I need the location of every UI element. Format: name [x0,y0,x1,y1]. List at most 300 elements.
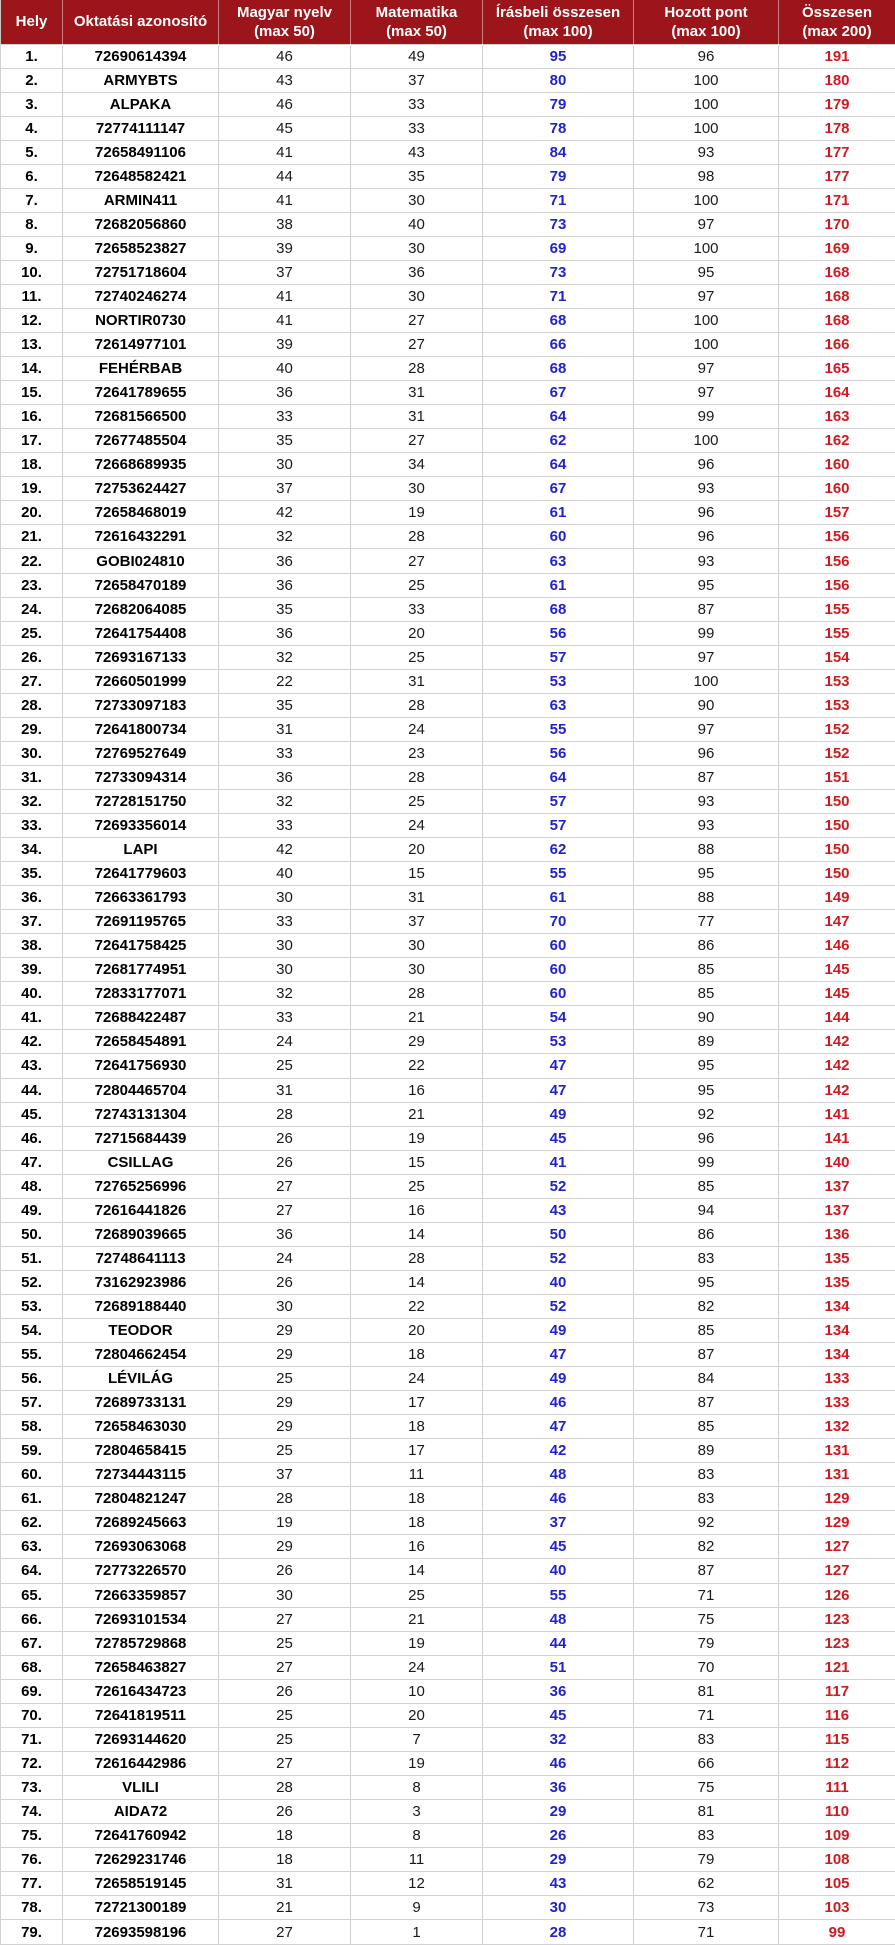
cell-id: 72682064085 [63,597,219,621]
cell-matematika: 35 [351,164,483,188]
cell-irasbeli: 51 [483,1655,634,1679]
table-row [1,1006,895,1030]
table-row [1,1102,895,1126]
cell-id: 72769527649 [63,741,219,765]
cell-id: 72693356014 [63,814,219,838]
cell-hozott: 85 [634,1174,779,1198]
cell-rank: 30. [1,741,63,765]
table-row [1,1343,895,1367]
cell-magyar: 25 [219,1367,351,1391]
cell-id: 72693063068 [63,1535,219,1559]
cell-id: 72765256996 [63,1174,219,1198]
cell-hozott: 99 [634,405,779,429]
cell-rank: 66. [1,1607,63,1631]
cell-osszesen: 177 [779,164,895,188]
cell-hozott: 95 [634,1054,779,1078]
cell-irasbeli: 71 [483,284,634,308]
cell-matematika: 22 [351,1294,483,1318]
table-row [1,1463,895,1487]
cell-rank: 77. [1,1872,63,1896]
column-title: Hozott pont [664,3,748,21]
column-header-hely [1,0,63,44]
table-row [1,645,895,669]
cell-rank: 11. [1,284,63,308]
cell-magyar: 30 [219,453,351,477]
table-row [1,669,895,693]
cell-hozott: 84 [634,1367,779,1391]
cell-osszesen: 116 [779,1703,895,1727]
cell-hozott: 90 [634,693,779,717]
cell-id: 72641758425 [63,934,219,958]
table-row [1,573,895,597]
cell-matematika: 27 [351,333,483,357]
cell-osszesen: 123 [779,1631,895,1655]
cell-magyar: 31 [219,717,351,741]
cell-rank: 12. [1,309,63,333]
table-row [1,284,895,308]
cell-matematika: 28 [351,765,483,789]
cell-matematika: 20 [351,1318,483,1342]
cell-hozott: 100 [634,188,779,212]
cell-irasbeli: 95 [483,44,634,68]
cell-hozott: 95 [634,1270,779,1294]
cell-hozott: 85 [634,1318,779,1342]
cell-irasbeli: 49 [483,1102,634,1126]
cell-osszesen: 126 [779,1583,895,1607]
cell-magyar: 45 [219,116,351,140]
column-header-matematika [351,0,483,44]
table-row [1,910,895,934]
cell-rank: 10. [1,260,63,284]
cell-irasbeli: 48 [483,1607,634,1631]
table-row [1,164,895,188]
cell-hozott: 96 [634,501,779,525]
cell-matematika: 17 [351,1439,483,1463]
cell-id: 72804821247 [63,1487,219,1511]
cell-rank: 48. [1,1174,63,1198]
cell-hozott: 92 [634,1511,779,1535]
cell-osszesen: 160 [779,453,895,477]
cell-hozott: 95 [634,260,779,284]
cell-rank: 33. [1,814,63,838]
cell-osszesen: 180 [779,68,895,92]
cell-osszesen: 179 [779,92,895,116]
cell-matematika: 20 [351,1703,483,1727]
cell-irasbeli: 47 [483,1054,634,1078]
cell-irasbeli: 47 [483,1415,634,1439]
cell-matematika: 11 [351,1463,483,1487]
cell-magyar: 33 [219,814,351,838]
cell-magyar: 29 [219,1343,351,1367]
cell-hozott: 100 [634,68,779,92]
table-header [1,0,895,44]
cell-id: 72773226570 [63,1559,219,1583]
cell-rank: 46. [1,1126,63,1150]
cell-id: 72734443115 [63,1463,219,1487]
table-row [1,309,895,333]
cell-rank: 32. [1,789,63,813]
column-title: Összesen [801,3,873,21]
table-row [1,140,895,164]
cell-magyar: 44 [219,164,351,188]
cell-id: 72658470189 [63,573,219,597]
table-row [1,44,895,68]
cell-hozott: 94 [634,1198,779,1222]
cell-osszesen: 147 [779,910,895,934]
cell-rank: 64. [1,1559,63,1583]
cell-rank: 69. [1,1679,63,1703]
cell-irasbeli: 29 [483,1848,634,1872]
cell-magyar: 32 [219,789,351,813]
cell-hozott: 100 [634,236,779,260]
cell-matematika: 25 [351,645,483,669]
cell-magyar: 35 [219,597,351,621]
cell-irasbeli: 43 [483,1872,634,1896]
table-row [1,1030,895,1054]
table-row [1,429,895,453]
cell-rank: 53. [1,1294,63,1318]
cell-magyar: 35 [219,693,351,717]
cell-osszesen: 129 [779,1487,895,1511]
cell-rank: 26. [1,645,63,669]
table-row [1,68,895,92]
cell-magyar: 36 [219,573,351,597]
cell-irasbeli: 30 [483,1896,634,1920]
cell-matematika: 25 [351,573,483,597]
cell-magyar: 29 [219,1391,351,1415]
cell-osszesen: 99 [779,1920,895,1945]
table-row [1,765,895,789]
cell-irasbeli: 84 [483,140,634,164]
cell-irasbeli: 60 [483,934,634,958]
cell-magyar: 39 [219,236,351,260]
table-row [1,1848,895,1872]
cell-osszesen: 156 [779,525,895,549]
table-row [1,1222,895,1246]
cell-id: 72689733131 [63,1391,219,1415]
cell-hozott: 87 [634,1343,779,1367]
cell-irasbeli: 68 [483,357,634,381]
cell-hozott: 71 [634,1583,779,1607]
cell-osszesen: 145 [779,982,895,1006]
cell-irasbeli: 70 [483,910,634,934]
cell-matematika: 1 [351,1920,483,1945]
cell-id: 72648582421 [63,164,219,188]
cell-rank: 58. [1,1415,63,1439]
cell-magyar: 32 [219,525,351,549]
cell-id: 72641819511 [63,1703,219,1727]
cell-hozott: 88 [634,838,779,862]
cell-rank: 49. [1,1198,63,1222]
cell-matematika: 14 [351,1222,483,1246]
cell-osszesen: 127 [779,1535,895,1559]
cell-magyar: 33 [219,1006,351,1030]
cell-osszesen: 111 [779,1775,895,1799]
table-row [1,212,895,236]
table-row [1,357,895,381]
cell-irasbeli: 45 [483,1535,634,1559]
cell-matematika: 28 [351,693,483,717]
cell-matematika: 31 [351,405,483,429]
cell-matematika: 40 [351,212,483,236]
cell-rank: 63. [1,1535,63,1559]
cell-hozott: 97 [634,717,779,741]
column-header-magyar-nyelv [219,0,351,44]
cell-osszesen: 169 [779,236,895,260]
cell-matematika: 9 [351,1896,483,1920]
table-row [1,236,895,260]
cell-matematika: 22 [351,1054,483,1078]
cell-hozott: 71 [634,1920,779,1945]
cell-id: 72748641113 [63,1246,219,1270]
cell-magyar: 27 [219,1920,351,1945]
cell-id: 72743131304 [63,1102,219,1126]
cell-rank: 21. [1,525,63,549]
cell-hozott: 87 [634,597,779,621]
cell-irasbeli: 61 [483,573,634,597]
cell-rank: 61. [1,1487,63,1511]
table-row [1,1174,895,1198]
cell-matematika: 29 [351,1030,483,1054]
cell-id: LAPI [63,838,219,862]
table-row [1,1078,895,1102]
cell-irasbeli: 46 [483,1751,634,1775]
cell-osszesen: 177 [779,140,895,164]
cell-id: 72785729868 [63,1631,219,1655]
cell-hozott: 93 [634,814,779,838]
cell-matematika: 31 [351,669,483,693]
cell-hozott: 88 [634,886,779,910]
cell-magyar: 40 [219,357,351,381]
cell-irasbeli: 79 [483,164,634,188]
cell-osszesen: 134 [779,1343,895,1367]
cell-irasbeli: 63 [483,693,634,717]
cell-magyar: 36 [219,1222,351,1246]
cell-hozott: 83 [634,1727,779,1751]
cell-rank: 37. [1,910,63,934]
cell-osszesen: 131 [779,1439,895,1463]
column-max: (max 100) [671,22,741,40]
cell-irasbeli: 42 [483,1439,634,1463]
cell-osszesen: 168 [779,284,895,308]
table-row [1,1126,895,1150]
cell-id: 72733094314 [63,765,219,789]
cell-irasbeli: 26 [483,1823,634,1847]
cell-magyar: 27 [219,1174,351,1198]
table-row [1,1920,895,1945]
cell-irasbeli: 73 [483,260,634,284]
cell-matematika: 15 [351,1150,483,1174]
table-row [1,1318,895,1342]
cell-id: 72677485504 [63,429,219,453]
cell-magyar: 27 [219,1198,351,1222]
cell-rank: 1. [1,44,63,68]
cell-rank: 62. [1,1511,63,1535]
cell-id: 72751718604 [63,260,219,284]
cell-id: TEODOR [63,1318,219,1342]
table-row [1,92,895,116]
cell-matematika: 27 [351,309,483,333]
cell-magyar: 31 [219,1078,351,1102]
cell-hozott: 99 [634,621,779,645]
cell-rank: 15. [1,381,63,405]
cell-id: 73162923986 [63,1270,219,1294]
cell-osszesen: 191 [779,44,895,68]
cell-magyar: 29 [219,1535,351,1559]
cell-matematika: 27 [351,429,483,453]
cell-osszesen: 171 [779,188,895,212]
cell-hozott: 62 [634,1872,779,1896]
cell-rank: 3. [1,92,63,116]
table-row [1,958,895,982]
cell-matematika: 31 [351,886,483,910]
cell-id: 72693101534 [63,1607,219,1631]
cell-id: 72616442986 [63,1751,219,1775]
cell-osszesen: 152 [779,741,895,765]
cell-rank: 6. [1,164,63,188]
cell-id: 72663359857 [63,1583,219,1607]
cell-id: 72804658415 [63,1439,219,1463]
table-row [1,1679,895,1703]
table-row [1,333,895,357]
cell-rank: 35. [1,862,63,886]
cell-hozott: 96 [634,1126,779,1150]
cell-matematika: 30 [351,958,483,982]
table-row [1,814,895,838]
cell-hozott: 66 [634,1751,779,1775]
cell-irasbeli: 56 [483,741,634,765]
cell-osszesen: 149 [779,886,895,910]
cell-osszesen: 165 [779,357,895,381]
cell-rank: 14. [1,357,63,381]
cell-irasbeli: 45 [483,1703,634,1727]
cell-osszesen: 144 [779,1006,895,1030]
cell-osszesen: 150 [779,814,895,838]
cell-rank: 28. [1,693,63,717]
cell-hozott: 87 [634,1391,779,1415]
cell-id: 72681566500 [63,405,219,429]
table-row [1,1246,895,1270]
table-row [1,1703,895,1727]
cell-id: 72740246274 [63,284,219,308]
cell-id: ARMIN411 [63,188,219,212]
cell-matematika: 28 [351,525,483,549]
cell-hozott: 96 [634,44,779,68]
cell-magyar: 33 [219,741,351,765]
cell-rank: 23. [1,573,63,597]
cell-magyar: 25 [219,1727,351,1751]
cell-rank: 75. [1,1823,63,1847]
cell-rank: 9. [1,236,63,260]
cell-hozott: 87 [634,765,779,789]
table-row [1,1799,895,1823]
cell-osszesen: 145 [779,958,895,982]
cell-osszesen: 133 [779,1391,895,1415]
cell-id: 72641800734 [63,717,219,741]
cell-rank: 39. [1,958,63,982]
cell-hozott: 100 [634,116,779,140]
cell-irasbeli: 80 [483,68,634,92]
cell-irasbeli: 64 [483,765,634,789]
cell-rank: 50. [1,1222,63,1246]
cell-rank: 52. [1,1270,63,1294]
cell-id: CSILLAG [63,1150,219,1174]
cell-matematika: 36 [351,260,483,284]
cell-hozott: 100 [634,92,779,116]
cell-id: 72663361793 [63,886,219,910]
cell-rank: 17. [1,429,63,453]
cell-hozott: 83 [634,1487,779,1511]
table-row [1,1607,895,1631]
cell-magyar: 30 [219,1583,351,1607]
cell-matematika: 24 [351,1655,483,1679]
cell-magyar: 30 [219,958,351,982]
cell-hozott: 82 [634,1535,779,1559]
cell-id: GOBI024810 [63,549,219,573]
cell-rank: 29. [1,717,63,741]
cell-hozott: 93 [634,477,779,501]
cell-id: 72660501999 [63,669,219,693]
cell-rank: 4. [1,116,63,140]
cell-matematika: 17 [351,1391,483,1415]
table-row [1,1198,895,1222]
cell-magyar: 36 [219,621,351,645]
cell-matematika: 24 [351,1367,483,1391]
table-row [1,381,895,405]
cell-matematika: 18 [351,1343,483,1367]
cell-id: FEHÉRBAB [63,357,219,381]
cell-magyar: 30 [219,934,351,958]
cell-rank: 59. [1,1439,63,1463]
cell-osszesen: 132 [779,1415,895,1439]
cell-magyar: 25 [219,1703,351,1727]
cell-magyar: 32 [219,645,351,669]
cell-irasbeli: 66 [483,333,634,357]
cell-hozott: 92 [634,1102,779,1126]
cell-id: 72693167133 [63,645,219,669]
cell-hozott: 100 [634,309,779,333]
cell-matematika: 27 [351,549,483,573]
cell-matematika: 18 [351,1487,483,1511]
cell-rank: 79. [1,1920,63,1945]
cell-rank: 22. [1,549,63,573]
cell-irasbeli: 60 [483,525,634,549]
cell-osszesen: 168 [779,260,895,284]
table-row [1,862,895,886]
cell-hozott: 97 [634,381,779,405]
cell-id: 72689039665 [63,1222,219,1246]
table-row [1,717,895,741]
table-row [1,453,895,477]
cell-hozott: 75 [634,1775,779,1799]
cell-osszesen: 141 [779,1126,895,1150]
cell-hozott: 75 [634,1607,779,1631]
cell-hozott: 100 [634,669,779,693]
cell-matematika: 25 [351,1583,483,1607]
cell-hozott: 97 [634,645,779,669]
cell-rank: 5. [1,140,63,164]
cell-matematika: 20 [351,838,483,862]
cell-osszesen: 103 [779,1896,895,1920]
cell-irasbeli: 36 [483,1679,634,1703]
cell-id: ALPAKA [63,92,219,116]
cell-irasbeli: 61 [483,886,634,910]
cell-magyar: 39 [219,333,351,357]
cell-rank: 76. [1,1848,63,1872]
cell-irasbeli: 63 [483,549,634,573]
cell-hozott: 95 [634,573,779,597]
cell-irasbeli: 47 [483,1078,634,1102]
